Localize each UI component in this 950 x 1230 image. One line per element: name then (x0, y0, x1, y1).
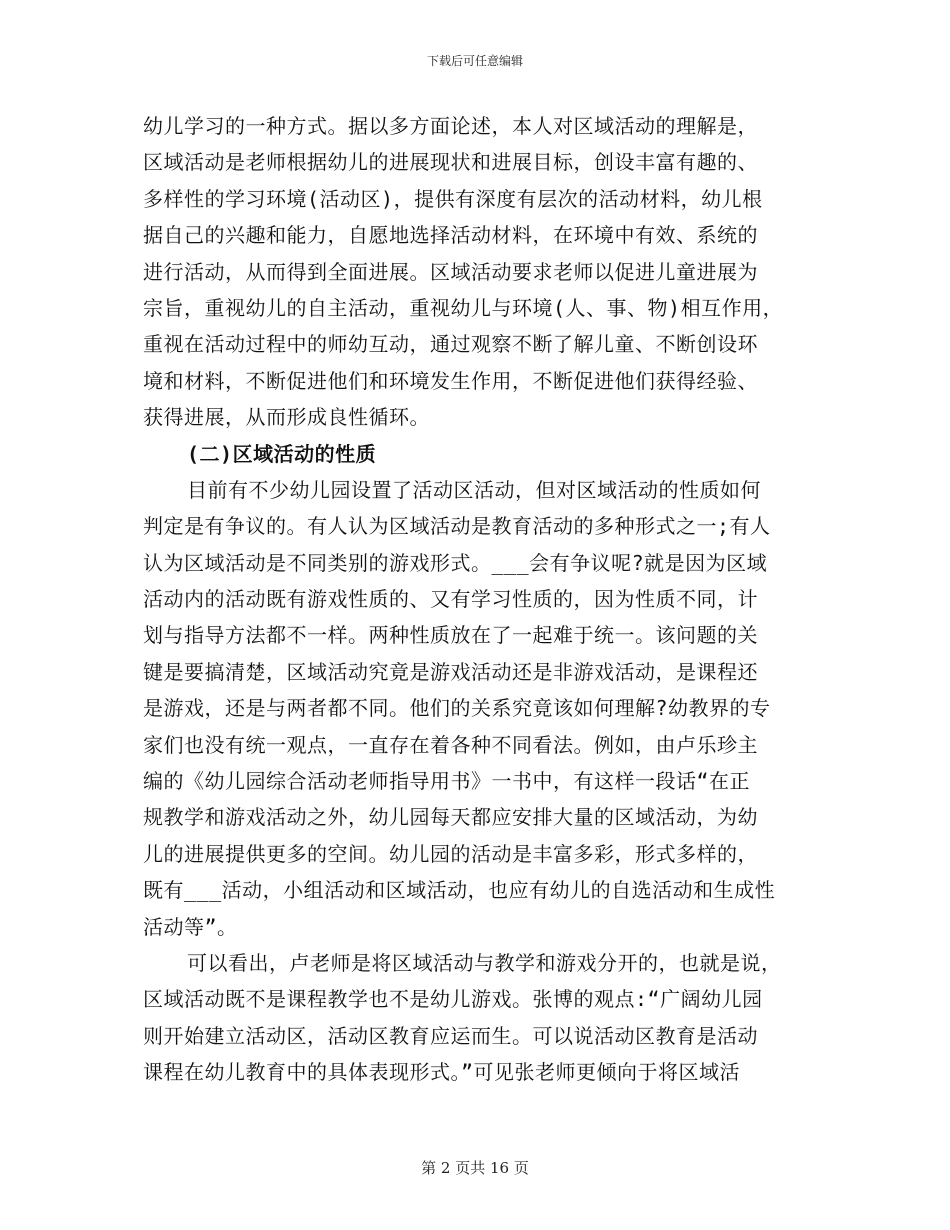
text-line: 课程在幼儿教育中的具体表现形式。”可见张老师更倾向于将区域活 (143, 1060, 741, 1085)
text-line: 重视在活动过程中的师幼互动，通过观察不断了解儿童、不断创设环 (143, 332, 758, 357)
text-line: 键是要搞清楚，区域活动究竟是游戏活动还是非游戏活动，是课程还 (143, 659, 758, 684)
paragraph-1 (143, 108, 813, 436)
text-line: 境和材料，不断促进他们和环境发生作用，不断促进他们获得经验、 (143, 368, 758, 393)
text-line: 据自己的兴趣和能力，自愿地选择活动材料，在环境中有效、系统的 (143, 223, 758, 248)
text-line: 划与指导方法都不一样。两种性质放在了一起难于统一。该问题的关 (143, 623, 758, 648)
text-line: 认为区域活动是不同类别的游戏形式。___会有争议呢?就是因为区域 (143, 550, 768, 575)
text-line: 获得进展，从而形成良性循环。 (143, 405, 430, 430)
text-line: 活动内的活动既有游戏性质的、又有学习性质的，因为性质不同，计 (143, 587, 758, 612)
text-line: 宗旨，重视幼儿的自主活动，重视幼儿与环境(人、事、物)相互作用， (143, 295, 784, 320)
text-line: 则开始建立活动区，活动区教育应运而生。可以说活动区教育是活动 (143, 1023, 758, 1048)
paragraph-3 (143, 945, 813, 1091)
text-line: 目前有不少幼儿园设置了活动区活动，但对区域活动的性质如何 (187, 477, 761, 502)
text-line: 多样性的学习环境(活动区)，提供有深度有层次的活动材料，幼儿根 (143, 186, 763, 211)
section-heading: (二)区域活动的性质 (187, 441, 377, 466)
text-line: 活动等”。 (143, 914, 238, 939)
text-line: 区域活动是老师根据幼儿的进展现状和进展目标，创设丰富有趣的、 (143, 150, 758, 175)
text-line: 可以看出，卢老师是将区域活动与教学和游戏分开的，也就是说， (187, 950, 782, 975)
text-line: 儿的进展提供更多的空间。幼儿园的活动是丰富多彩，形式多样的， (143, 841, 758, 866)
text-line: 判定是有争议的。有人认为区域活动是教育活动的多种形式之一;有人 (143, 514, 771, 539)
text-line: 编的《幼儿园综合活动老师指导用书》一书中，有这样一段话“在正 (143, 769, 751, 794)
text-line: 家们也没有统一观点，一直存在着各种不同看法。例如，由卢乐珍主 (143, 732, 758, 757)
text-line: 规教学和游戏活动之外，幼儿园每天都应安排大量的区域活动，为幼 (143, 805, 758, 830)
text-line: 幼儿学习的一种方式。据以多方面论述，本人对区域活动的理解是， (143, 114, 758, 138)
page-footer: 第 2 页共 16 页 (421, 1159, 529, 1177)
text-line: 进行活动，从而得到全面进展。区域活动要求老师以促进儿童进展为 (143, 259, 758, 284)
text-line: 区域活动既不是课程教学也不是幼儿游戏。张博的观点:“广阔幼儿园 (143, 987, 763, 1012)
paragraph-2 (143, 472, 813, 945)
page-header: 下载后可任意编辑 (426, 54, 523, 68)
text-line: 是游戏，还是与两者都不同。他们的关系究竟该如何理解?幼教界的专 (143, 696, 771, 721)
text-line: 既有___活动，小组活动和区域活动，也应有幼儿的自选活动和生成性 (143, 878, 776, 903)
document-body (143, 108, 813, 1091)
